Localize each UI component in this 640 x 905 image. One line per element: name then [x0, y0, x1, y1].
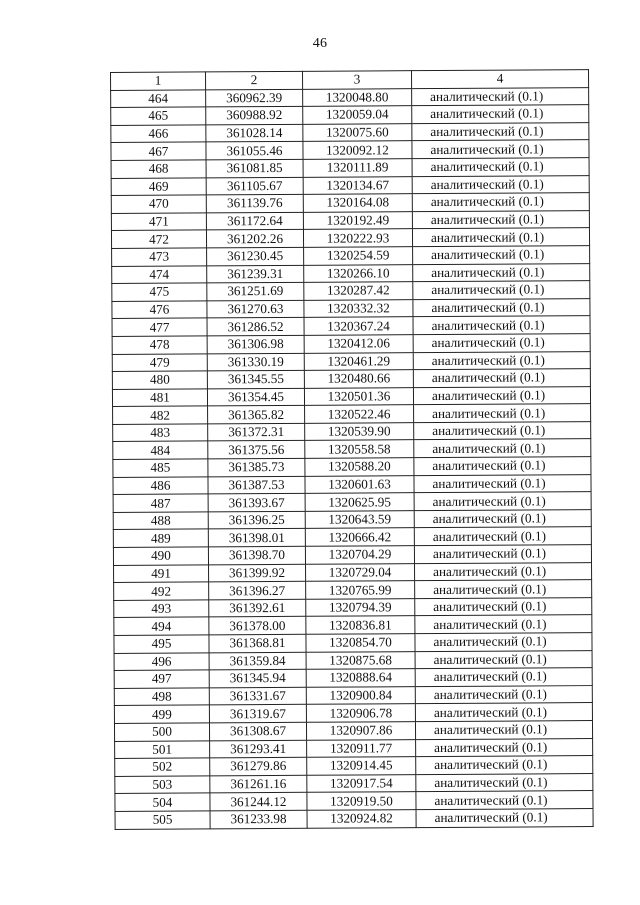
- point-number-cell: 469: [111, 177, 206, 195]
- x-coordinate-cell: 361055.46: [206, 142, 303, 160]
- x-coordinate-cell: 361365.82: [208, 406, 305, 424]
- method-cell: аналитический (0.1): [414, 509, 591, 528]
- x-coordinate-cell: 361202.26: [206, 230, 303, 248]
- y-coordinate-cell: 1320075.60: [303, 123, 412, 141]
- x-coordinate-cell: 361372.31: [208, 423, 305, 441]
- y-coordinate-cell: 1320836.81: [306, 616, 415, 634]
- y-coordinate-cell: 1320332.32: [304, 299, 413, 317]
- x-coordinate-cell: 361354.45: [207, 388, 304, 406]
- x-coordinate-cell: 361345.94: [209, 670, 306, 688]
- point-number-cell: 468: [111, 160, 206, 178]
- y-coordinate-cell: 1320059.04: [303, 106, 412, 124]
- method-cell: аналитический (0.1): [413, 281, 590, 300]
- y-coordinate-cell: 1320900.84: [306, 686, 415, 704]
- header-cell-y-coordinate: 3: [302, 71, 411, 89]
- method-cell: аналитический (0.1): [415, 668, 592, 687]
- y-coordinate-cell: 1320164.08: [303, 194, 412, 212]
- y-coordinate-cell: 1320111.89: [303, 159, 412, 177]
- x-coordinate-cell: 361319.67: [209, 705, 306, 723]
- method-cell: аналитический (0.1): [412, 158, 589, 177]
- x-coordinate-cell: 361331.67: [209, 687, 306, 705]
- method-cell: аналитический (0.1): [414, 439, 591, 458]
- point-number-cell: 502: [115, 758, 210, 776]
- point-number-cell: 501: [115, 740, 210, 758]
- point-number-cell: 486: [113, 477, 208, 495]
- x-coordinate-cell: 361396.27: [209, 582, 306, 600]
- x-coordinate-cell: 361139.76: [206, 194, 303, 212]
- point-number-cell: 498: [114, 688, 209, 706]
- method-cell: аналитический (0.1): [416, 756, 593, 775]
- method-cell: аналитический (0.1): [412, 210, 589, 229]
- method-cell: аналитический (0.1): [412, 105, 589, 124]
- x-coordinate-cell: 361233.98: [210, 810, 307, 828]
- point-number-cell: 493: [114, 600, 209, 618]
- method-cell: аналитический (0.1): [415, 633, 592, 652]
- x-coordinate-cell: 361279.86: [210, 757, 307, 775]
- method-cell: аналитический (0.1): [414, 421, 591, 440]
- y-coordinate-cell: 1320875.68: [306, 651, 415, 669]
- x-coordinate-cell: 361105.67: [206, 177, 303, 195]
- x-coordinate-cell: 361028.14: [206, 124, 303, 142]
- y-coordinate-cell: 1320222.93: [303, 229, 412, 247]
- table-body: [111, 87, 594, 829]
- point-number-cell: 466: [111, 125, 206, 143]
- coordinates-table: [110, 69, 594, 829]
- point-number-cell: 473: [112, 248, 207, 266]
- y-coordinate-cell: 1320266.10: [304, 264, 413, 282]
- x-coordinate-cell: 361368.81: [209, 634, 306, 652]
- method-cell: аналитический (0.1): [413, 246, 590, 265]
- method-cell: аналитический (0.1): [415, 685, 592, 704]
- x-coordinate-cell: 361398.01: [208, 529, 305, 547]
- method-cell: аналитический (0.1): [414, 474, 591, 493]
- table-container: [110, 69, 594, 829]
- point-number-cell: 480: [112, 371, 207, 389]
- x-coordinate-cell: 361393.67: [208, 494, 305, 512]
- method-cell: аналитический (0.1): [412, 228, 589, 247]
- y-coordinate-cell: 1320919.50: [307, 792, 416, 810]
- y-coordinate-cell: 1320643.59: [305, 510, 414, 528]
- x-coordinate-cell: 361081.85: [206, 159, 303, 177]
- method-cell: аналитический (0.1): [413, 369, 590, 388]
- x-coordinate-cell: 361359.84: [209, 652, 306, 670]
- y-coordinate-cell: 1320192.49: [303, 211, 412, 229]
- point-number-cell: 483: [113, 424, 208, 442]
- y-coordinate-cell: 1320501.36: [304, 387, 413, 405]
- method-cell: аналитический (0.1): [413, 333, 590, 352]
- y-coordinate-cell: 1320914.45: [307, 757, 416, 775]
- point-number-cell: 471: [111, 213, 206, 231]
- y-coordinate-cell: 1320480.66: [304, 370, 413, 388]
- x-coordinate-cell: 361330.19: [207, 353, 304, 371]
- point-number-cell: 492: [114, 582, 209, 600]
- x-coordinate-cell: 361230.45: [207, 247, 304, 265]
- x-coordinate-cell: 361396.25: [208, 511, 305, 529]
- point-number-cell: 497: [114, 670, 209, 688]
- x-coordinate-cell: 361239.31: [207, 265, 304, 283]
- x-coordinate-cell: 361293.41: [210, 740, 307, 758]
- method-cell: аналитический (0.1): [412, 193, 589, 212]
- y-coordinate-cell: 1320917.54: [307, 774, 416, 792]
- method-cell: аналитический (0.1): [416, 809, 593, 828]
- point-number-cell: 474: [112, 265, 207, 283]
- x-coordinate-cell: 361375.56: [208, 441, 305, 459]
- method-cell: аналитический (0.1): [414, 404, 591, 423]
- y-coordinate-cell: 1320588.20: [305, 458, 414, 476]
- y-coordinate-cell: 1320888.64: [306, 669, 415, 687]
- y-coordinate-cell: 1320765.99: [306, 581, 415, 599]
- method-cell: аналитический (0.1): [414, 527, 591, 546]
- point-number-cell: 476: [112, 301, 207, 319]
- header-cell-x-coordinate: 2: [206, 71, 303, 89]
- x-coordinate-cell: 361392.61: [209, 599, 306, 617]
- method-cell: аналитический (0.1): [416, 773, 593, 792]
- y-coordinate-cell: 1320625.95: [305, 493, 414, 511]
- x-coordinate-cell: 360962.39: [206, 89, 303, 107]
- header-cell-point-number: 1: [111, 72, 206, 90]
- method-cell: аналитический (0.1): [412, 87, 589, 106]
- y-coordinate-cell: 1320906.78: [306, 704, 415, 722]
- point-number-cell: 478: [112, 336, 207, 354]
- method-cell: аналитический (0.1): [416, 791, 593, 810]
- point-number-cell: 491: [114, 565, 209, 583]
- x-coordinate-cell: 361399.92: [209, 564, 306, 582]
- method-cell: аналитический (0.1): [415, 650, 592, 669]
- method-cell: аналитический (0.1): [412, 122, 589, 141]
- x-coordinate-cell: 361345.55: [207, 370, 304, 388]
- point-number-cell: 484: [113, 441, 208, 459]
- point-number-cell: 481: [112, 389, 207, 407]
- point-number-cell: 490: [113, 547, 208, 565]
- method-cell: аналитический (0.1): [413, 316, 590, 335]
- point-number-cell: 489: [113, 529, 208, 547]
- point-number-cell: 477: [112, 318, 207, 336]
- x-coordinate-cell: 361387.53: [208, 476, 305, 494]
- page-number: 46: [312, 36, 328, 51]
- table-row: [115, 809, 593, 830]
- y-coordinate-cell: 1320461.29: [304, 352, 413, 370]
- y-coordinate-cell: 1320911.77: [307, 739, 416, 757]
- y-coordinate-cell: 1320367.24: [304, 317, 413, 335]
- point-number-cell: 479: [112, 353, 207, 371]
- y-coordinate-cell: 1320704.29: [305, 546, 414, 564]
- point-number-cell: 505: [115, 811, 210, 829]
- x-coordinate-cell: 361385.73: [208, 458, 305, 476]
- point-number-cell: 470: [111, 195, 206, 213]
- y-coordinate-cell: 1320287.42: [304, 282, 413, 300]
- y-coordinate-cell: 1320048.80: [303, 88, 412, 106]
- y-coordinate-cell: 1320254.59: [304, 247, 413, 265]
- method-cell: аналитический (0.1): [415, 721, 592, 740]
- method-cell: аналитический (0.1): [412, 175, 589, 194]
- point-number-cell: 475: [112, 283, 207, 301]
- y-coordinate-cell: 1320522.46: [305, 405, 414, 423]
- x-coordinate-cell: 361244.12: [210, 793, 307, 811]
- point-number-cell: 503: [115, 776, 210, 794]
- point-number-cell: 485: [113, 459, 208, 477]
- header-cell-method: 4: [411, 70, 588, 89]
- point-number-cell: 465: [111, 107, 206, 125]
- method-cell: аналитический (0.1): [413, 263, 590, 282]
- y-coordinate-cell: 1320729.04: [306, 563, 415, 581]
- point-number-cell: 494: [114, 617, 209, 635]
- x-coordinate-cell: 361308.67: [209, 722, 306, 740]
- point-number-cell: 467: [111, 142, 206, 160]
- x-coordinate-cell: 361172.64: [206, 212, 303, 230]
- point-number-cell: 488: [113, 512, 208, 530]
- y-coordinate-cell: 1320794.39: [306, 598, 415, 616]
- method-cell: аналитический (0.1): [412, 140, 589, 159]
- method-cell: аналитический (0.1): [413, 298, 590, 317]
- method-cell: аналитический (0.1): [414, 545, 591, 564]
- point-number-cell: 496: [114, 652, 209, 670]
- y-coordinate-cell: 1320558.58: [305, 440, 414, 458]
- method-cell: аналитический (0.1): [416, 738, 593, 757]
- x-coordinate-cell: 361286.52: [207, 318, 304, 336]
- method-cell: аналитический (0.1): [415, 597, 592, 616]
- method-cell: аналитический (0.1): [415, 562, 592, 581]
- point-number-cell: 495: [114, 635, 209, 653]
- x-coordinate-cell: 361306.98: [207, 335, 304, 353]
- method-cell: аналитический (0.1): [415, 615, 592, 634]
- y-coordinate-cell: 1320601.63: [305, 475, 414, 493]
- y-coordinate-cell: 1320854.70: [306, 634, 415, 652]
- y-coordinate-cell: 1320907.86: [306, 722, 415, 740]
- point-number-cell: 504: [115, 793, 210, 811]
- method-cell: аналитический (0.1): [414, 457, 591, 476]
- point-number-cell: 487: [113, 494, 208, 512]
- x-coordinate-cell: 361378.00: [209, 617, 306, 635]
- method-cell: аналитический (0.1): [413, 351, 590, 370]
- x-coordinate-cell: 361270.63: [207, 300, 304, 318]
- point-number-cell: 464: [111, 90, 206, 108]
- y-coordinate-cell: 1320539.90: [305, 423, 414, 441]
- y-coordinate-cell: 1320412.06: [304, 335, 413, 353]
- method-cell: аналитический (0.1): [414, 492, 591, 511]
- method-cell: аналитический (0.1): [413, 386, 590, 405]
- point-number-cell: 499: [114, 705, 209, 723]
- y-coordinate-cell: 1320134.67: [303, 176, 412, 194]
- y-coordinate-cell: 1320666.42: [305, 528, 414, 546]
- method-cell: аналитический (0.1): [415, 580, 592, 599]
- point-number-cell: 482: [113, 406, 208, 424]
- method-cell: аналитический (0.1): [415, 703, 592, 722]
- point-number-cell: 472: [111, 230, 206, 248]
- x-coordinate-cell: 361261.16: [210, 775, 307, 793]
- y-coordinate-cell: 1320092.12: [303, 141, 412, 159]
- point-number-cell: 500: [114, 723, 209, 741]
- x-coordinate-cell: 361398.70: [208, 546, 305, 564]
- x-coordinate-cell: 360988.92: [206, 107, 303, 125]
- y-coordinate-cell: 1320924.82: [307, 810, 416, 828]
- x-coordinate-cell: 361251.69: [207, 282, 304, 300]
